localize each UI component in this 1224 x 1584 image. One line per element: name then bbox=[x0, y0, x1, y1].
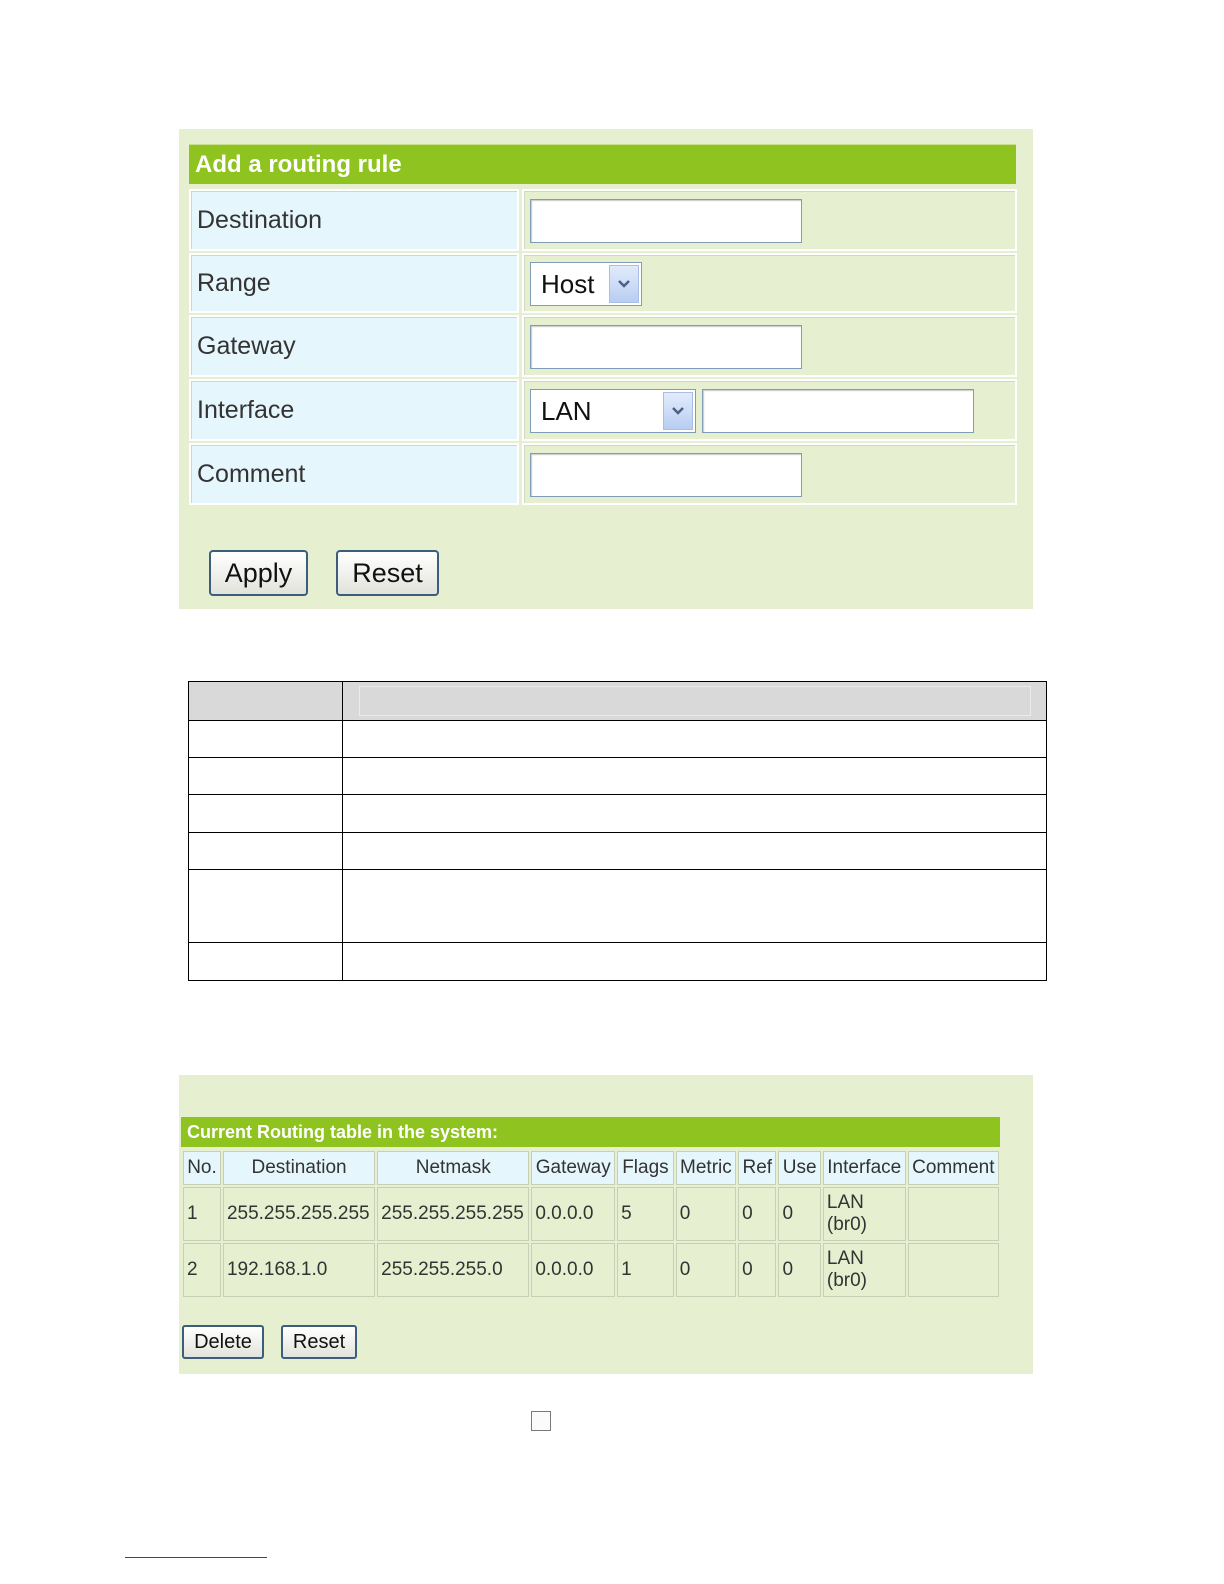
column-header-ref: Ref bbox=[738, 1151, 776, 1185]
column-header-gateway: Gateway bbox=[531, 1151, 615, 1185]
footer-divider bbox=[125, 1557, 267, 1558]
row-divider bbox=[189, 869, 1046, 870]
gateway-input[interactable] bbox=[530, 325, 802, 369]
interface-device: (br0) bbox=[826, 1214, 867, 1235]
comment-row bbox=[189, 443, 1017, 505]
chevron-down-icon[interactable] bbox=[663, 392, 693, 430]
cell-flags: 1 bbox=[617, 1243, 674, 1297]
cell-comment bbox=[908, 1243, 999, 1297]
cell-destination: 192.168.1.0 bbox=[223, 1243, 375, 1297]
row-divider bbox=[189, 794, 1046, 795]
comment-cell bbox=[522, 443, 1017, 505]
destination-label: Destination bbox=[189, 189, 519, 251]
interface-selected-value: LAN bbox=[541, 395, 592, 426]
description-table bbox=[188, 681, 1047, 981]
chevron-down-icon[interactable] bbox=[609, 265, 639, 303]
row-divider bbox=[189, 757, 1046, 758]
cell-interface bbox=[823, 1243, 906, 1297]
routing-table-header-row bbox=[183, 1151, 999, 1185]
column-header-no: No. bbox=[183, 1151, 221, 1185]
interface-custom-input[interactable] bbox=[702, 389, 974, 433]
interface-cell bbox=[522, 379, 1017, 441]
destination-cell bbox=[522, 189, 1017, 251]
table-row[interactable] bbox=[183, 1243, 999, 1297]
description-table-header bbox=[189, 682, 1046, 721]
interface-row bbox=[189, 379, 1017, 441]
cell-flags: 5 bbox=[617, 1187, 674, 1241]
checkbox[interactable] bbox=[531, 1411, 551, 1431]
cell-gateway: 0.0.0.0 bbox=[531, 1187, 615, 1241]
gateway-cell bbox=[522, 315, 1017, 377]
interface-select[interactable] bbox=[530, 389, 696, 433]
cell-interface bbox=[823, 1187, 906, 1241]
apply-button[interactable]: Apply bbox=[209, 550, 308, 596]
cell-no: 1 bbox=[183, 1187, 221, 1241]
routing-table bbox=[181, 1149, 1001, 1299]
cell-metric: 0 bbox=[676, 1187, 736, 1241]
range-row bbox=[189, 253, 1017, 313]
comment-input[interactable] bbox=[530, 453, 802, 497]
column-header-comment: Comment bbox=[908, 1151, 999, 1185]
destination-row bbox=[189, 189, 1017, 251]
range-label: Range bbox=[189, 253, 519, 313]
row-divider bbox=[189, 942, 1046, 943]
column-header-destination: Destination bbox=[223, 1151, 375, 1185]
range-cell bbox=[522, 253, 1017, 313]
column-divider bbox=[342, 682, 343, 980]
cell-gateway: 0.0.0.0 bbox=[531, 1243, 615, 1297]
interface-name: LAN bbox=[826, 1192, 864, 1213]
column-header-netmask: Netmask bbox=[377, 1151, 529, 1185]
column-header-metric: Metric bbox=[676, 1151, 736, 1185]
add-rule-title: Add a routing rule bbox=[189, 144, 1016, 184]
delete-button[interactable]: Delete bbox=[182, 1325, 264, 1359]
cell-netmask: 255.255.255.255 bbox=[377, 1187, 529, 1241]
interface-label: Interface bbox=[189, 379, 519, 441]
cell-use: 0 bbox=[778, 1187, 820, 1241]
cell-use: 0 bbox=[778, 1243, 820, 1297]
routing-table-title: Current Routing table in the system: bbox=[181, 1117, 1000, 1147]
column-header-use: Use bbox=[778, 1151, 820, 1185]
gateway-label: Gateway bbox=[189, 315, 519, 377]
cell-ref: 0 bbox=[738, 1187, 776, 1241]
description-table-header-cell bbox=[359, 686, 1031, 716]
cell-comment bbox=[908, 1187, 999, 1241]
cell-netmask: 255.255.255.0 bbox=[377, 1243, 529, 1297]
range-select[interactable] bbox=[530, 262, 642, 306]
add-routing-rule-panel bbox=[179, 129, 1033, 609]
cell-ref: 0 bbox=[738, 1243, 776, 1297]
column-header-flags: Flags bbox=[617, 1151, 674, 1185]
reset-button[interactable]: Reset bbox=[336, 550, 439, 596]
table-row[interactable] bbox=[183, 1187, 999, 1241]
interface-device: (br0) bbox=[826, 1270, 867, 1291]
table-reset-button[interactable]: Reset bbox=[281, 1325, 357, 1359]
interface-name: LAN bbox=[826, 1248, 864, 1269]
row-divider bbox=[189, 832, 1046, 833]
cell-no: 2 bbox=[183, 1243, 221, 1297]
column-header-interface: Interface bbox=[823, 1151, 906, 1185]
cell-metric: 0 bbox=[676, 1243, 736, 1297]
cell-destination: 255.255.255.255 bbox=[223, 1187, 375, 1241]
gateway-row bbox=[189, 315, 1017, 377]
range-selected-value: Host bbox=[541, 268, 595, 299]
comment-label: Comment bbox=[189, 443, 519, 505]
destination-input[interactable] bbox=[530, 199, 802, 243]
